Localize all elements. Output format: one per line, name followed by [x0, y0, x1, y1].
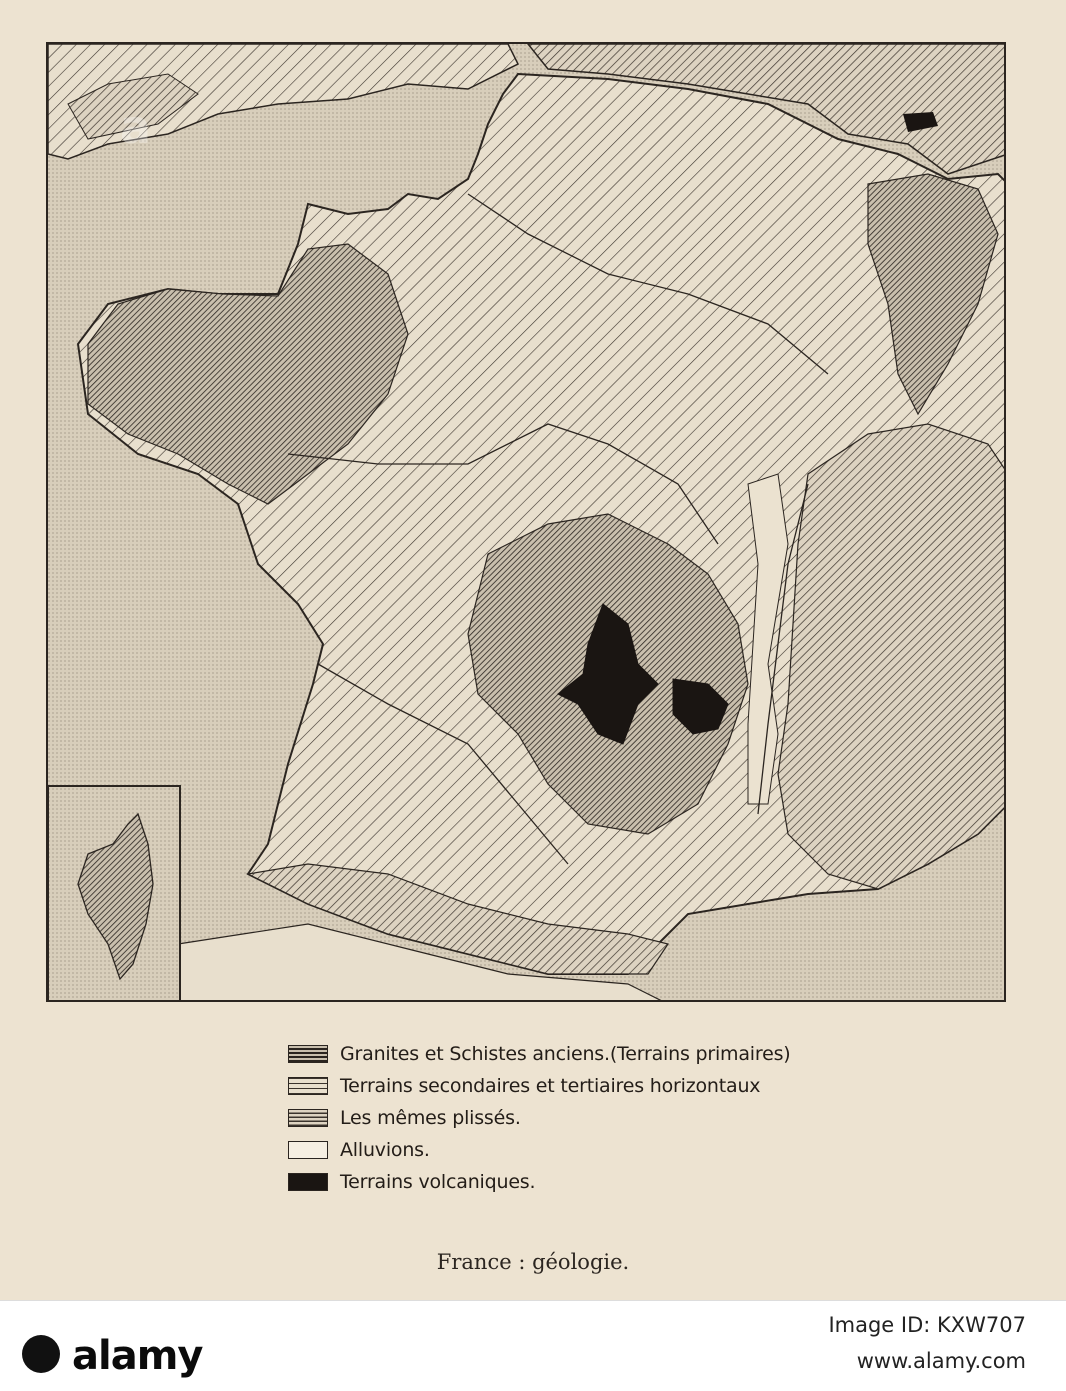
- legend-label: Terrains secondaires et tertiaires horizontaux: [340, 1075, 761, 1097]
- map-legend: [288, 1038, 808, 1198]
- legend-item: [288, 1070, 808, 1102]
- legend-swatch-sparse-lines: [288, 1077, 328, 1095]
- site-url[interactable]: www.alamy.com: [856, 1349, 1026, 1373]
- brand-logo: [22, 1315, 203, 1379]
- image-id-label: Image ID: KXW707: [828, 1313, 1026, 1337]
- legend-item: [288, 1102, 808, 1134]
- legend-swatch-blank: [288, 1141, 328, 1159]
- france-geology-map: [46, 42, 1006, 1002]
- legend-label: Granites et Schistes anciens.(Terrains primaires): [340, 1043, 791, 1065]
- legend-label: Alluvions.: [340, 1139, 430, 1161]
- legend-swatch-medium-lines: [288, 1109, 328, 1127]
- legend-item: [288, 1134, 808, 1166]
- legend-label: Terrains volcaniques.: [340, 1171, 536, 1193]
- stock-footer: [0, 1300, 1066, 1391]
- alamy-logo-icon: [22, 1335, 60, 1373]
- legend-label: Les mêmes plissés.: [340, 1107, 521, 1129]
- legend-swatch-dense-lines: [288, 1045, 328, 1063]
- legend-swatch-solid-black: [288, 1173, 328, 1191]
- figure-caption: France : géologie.: [436, 1250, 630, 1274]
- corsica-inset: [48, 786, 180, 1002]
- watermark: a: [120, 100, 152, 154]
- brand-name: alamy: [72, 1333, 203, 1379]
- legend-item: [288, 1038, 808, 1070]
- legend-item: [288, 1166, 808, 1198]
- alps-jura-folded: [778, 424, 1006, 889]
